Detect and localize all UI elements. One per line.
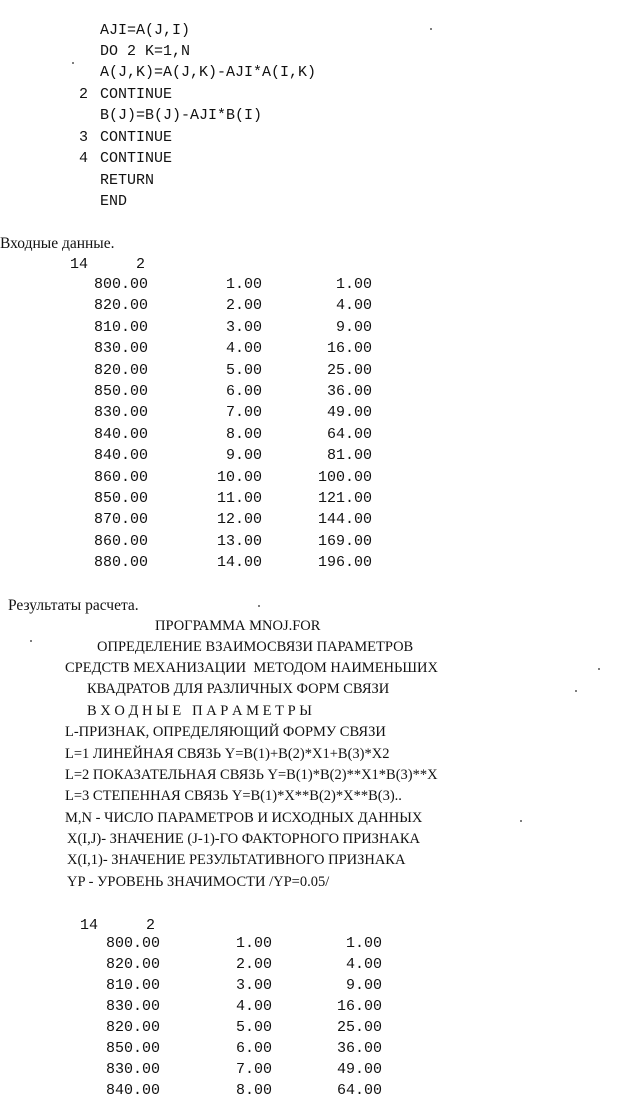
table-cell: 8.00 <box>235 1082 272 1099</box>
table-cell: 820.00 <box>105 956 160 973</box>
table-cell: 850.00 <box>105 1040 160 1057</box>
table-cell: 144.00 <box>317 511 372 528</box>
table-cell: 830.00 <box>93 404 148 421</box>
table-cell: 820.00 <box>93 362 148 379</box>
table-cell: 10.00 <box>216 469 262 486</box>
table-cell: 196.00 <box>317 554 372 571</box>
table-cell: 121.00 <box>317 490 372 507</box>
table-cell: 6.00 <box>225 383 262 400</box>
table-cell: 81.00 <box>326 447 372 464</box>
table-cell: 880.00 <box>93 554 148 571</box>
table-cell: 4.00 <box>225 340 262 357</box>
table-cell: 11.00 <box>216 490 262 507</box>
table-cell: 25.00 <box>336 1019 382 1036</box>
code-line: CONTINUE <box>100 150 173 167</box>
table-cell: 820.00 <box>93 297 148 314</box>
table-cell: 9.00 <box>335 319 372 336</box>
table-cell: 100.00 <box>317 469 372 486</box>
program-line: L=2 ПОКАЗАТЕЛЬНАЯ СВЯЗЬ Y=B(1)*B(2)**X1*B(3)**X <box>65 767 438 783</box>
program-line: СРЕДСТВ МЕХАНИЗАЦИИ МЕТОДОМ НАИМЕНЬШИХ <box>65 660 438 676</box>
table-cell: 14.00 <box>216 554 262 571</box>
scan-speck <box>575 690 577 692</box>
table-cell: 1.00 <box>335 276 372 293</box>
code-line: DO 2 K=1,N <box>100 43 191 60</box>
table-cell: 850.00 <box>93 490 148 507</box>
table-cell: 13.00 <box>216 533 262 550</box>
code-line: END <box>100 193 128 210</box>
table-cell: 49.00 <box>326 404 372 421</box>
table-cell: 2.00 <box>225 297 262 314</box>
code-line-number: 4 <box>79 150 89 167</box>
program-line: L=3 СТЕПЕННАЯ СВЯЗЬ Y=B(1)*X**B(2)*X**B(3).. <box>65 788 402 804</box>
program-line: КВАДРАТОВ ДЛЯ РАЗЛИЧНЫХ ФОРМ СВЯЗИ <box>87 681 390 697</box>
table-cell: 6.00 <box>235 1040 272 1057</box>
table-cell: 1.00 <box>345 935 382 952</box>
table-cell: 7.00 <box>225 404 262 421</box>
code-line-number: 2 <box>79 86 89 103</box>
table-cell: 820.00 <box>105 1019 160 1036</box>
code-line: AJI=A(J,I) <box>100 22 191 39</box>
table-cell: 800.00 <box>105 935 160 952</box>
code-line: A(J,K)=A(J,K)-AJI*A(I,K) <box>100 64 317 81</box>
table-cell: 16.00 <box>326 340 372 357</box>
scan-speck <box>72 62 74 64</box>
table-cell: 4.00 <box>345 956 382 973</box>
table-cell: 36.00 <box>336 1040 382 1057</box>
table-cell: 830.00 <box>105 1061 160 1078</box>
table-cell: 5.00 <box>235 1019 272 1036</box>
table-cell: 49.00 <box>336 1061 382 1078</box>
table-cell: 5.00 <box>225 362 262 379</box>
table-cell: 870.00 <box>93 511 148 528</box>
table-cell: 64.00 <box>326 426 372 443</box>
program-line: В Х О Д Н Ы Е П А Р А М Е Т Р Ы <box>87 703 312 719</box>
table-cell: 4.00 <box>335 297 372 314</box>
table-cell: 36.00 <box>326 383 372 400</box>
table-cell: 860.00 <box>93 533 148 550</box>
table-cell: 830.00 <box>93 340 148 357</box>
input-header-m: 14 <box>70 256 89 273</box>
table-cell: 810.00 <box>105 977 160 994</box>
table-cell: 810.00 <box>93 319 148 336</box>
scan-speck <box>258 605 260 607</box>
scan-speck <box>598 668 600 670</box>
code-line: CONTINUE <box>100 129 173 146</box>
program-line: ПРОГРАММА MNOJ.FOR <box>155 618 321 634</box>
table-cell: 9.00 <box>225 447 262 464</box>
table-cell: 840.00 <box>93 447 148 464</box>
scan-speck <box>430 28 432 30</box>
code-line: CONTINUE <box>100 86 173 103</box>
table-cell: 16.00 <box>336 998 382 1015</box>
table-cell: 3.00 <box>225 319 262 336</box>
table-cell: 12.00 <box>216 511 262 528</box>
table-cell: 840.00 <box>105 1082 160 1099</box>
program-line: YP - УРОВЕНЬ ЗНАЧИМОСТИ /YP=0.05/ <box>67 874 330 890</box>
code-line-number: 3 <box>79 129 89 146</box>
table-cell: 1.00 <box>235 935 272 952</box>
table-cell: 9.00 <box>345 977 382 994</box>
program-line: ОПРЕДЕЛЕНИЕ ВЗАИМОСВЯЗИ ПАРАМЕТРОВ <box>97 639 414 655</box>
program-line: X(I,1)- ЗНАЧЕНИЕ РЕЗУЛЬТАТИВНОГО ПРИЗНАКА <box>67 852 406 868</box>
results-heading: Результаты расчета. <box>8 597 139 614</box>
results-header-n: 2 <box>146 917 156 934</box>
code-line: B(J)=B(J)-AJI*B(I) <box>100 107 263 124</box>
table-cell: 25.00 <box>326 362 372 379</box>
program-line: L-ПРИЗНАК, ОПРЕДЕЛЯЮЩИЙ ФОРМУ СВЯЗИ <box>65 724 386 740</box>
table-cell: 850.00 <box>93 383 148 400</box>
table-cell: 64.00 <box>336 1082 382 1099</box>
table-cell: 2.00 <box>235 956 272 973</box>
table-cell: 800.00 <box>93 276 148 293</box>
code-line: RETURN <box>100 172 155 189</box>
program-line: L=1 ЛИНЕЙНАЯ СВЯЗЬ Y=B(1)+B(2)*X1+B(3)*X2 <box>65 746 390 762</box>
table-cell: 4.00 <box>235 998 272 1015</box>
table-cell: 7.00 <box>235 1061 272 1078</box>
scan-speck <box>30 640 32 642</box>
table-cell: 830.00 <box>105 998 160 1015</box>
program-line: X(I,J)- ЗНАЧЕНИЕ (J-1)-ГО ФАКТОРНОГО ПРИЗНАКА <box>67 831 421 847</box>
table-cell: 3.00 <box>235 977 272 994</box>
table-cell: 840.00 <box>93 426 148 443</box>
scan-speck <box>520 820 522 822</box>
program-line: M,N - ЧИСЛО ПАРАМЕТРОВ И ИСХОДНЫХ ДАННЫХ <box>65 810 423 826</box>
table-cell: 860.00 <box>93 469 148 486</box>
table-cell: 8.00 <box>225 426 262 443</box>
table-cell: 169.00 <box>317 533 372 550</box>
input-header-n: 2 <box>136 256 146 273</box>
input-data-heading: Входные данные. <box>0 235 115 252</box>
table-cell: 1.00 <box>225 276 262 293</box>
results-header-m: 14 <box>80 917 99 934</box>
